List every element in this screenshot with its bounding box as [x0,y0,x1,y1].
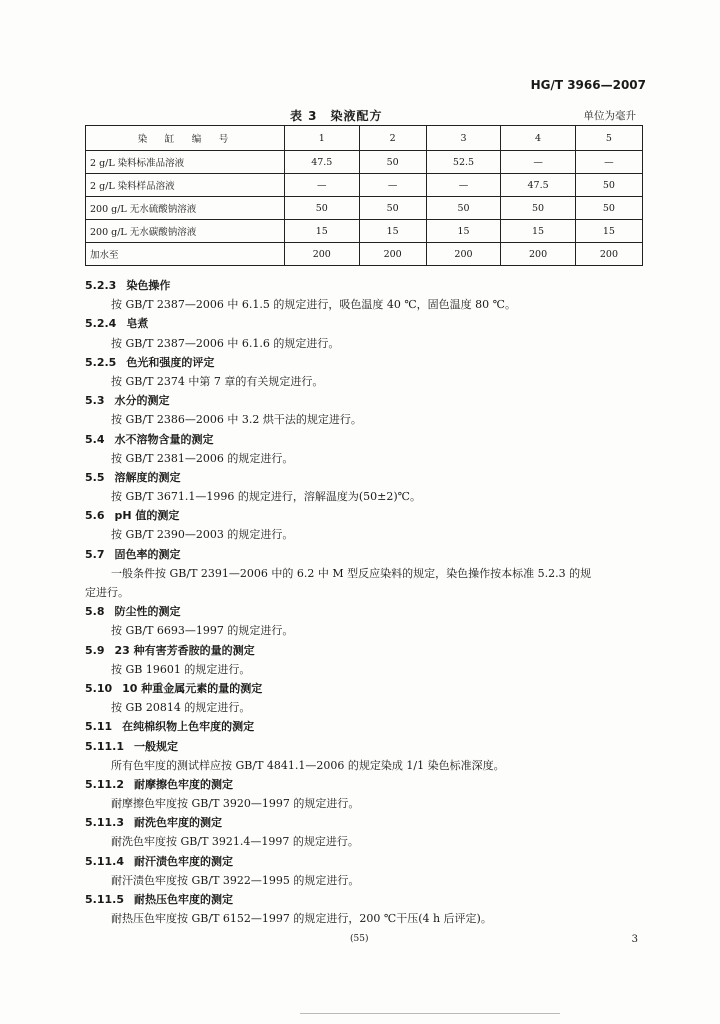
section-title: 10 种重金属元素的量的测定 [122,681,263,695]
table-cell: 15 [359,220,426,243]
table-cell: 200 [359,243,426,266]
table-cell: 50 [575,197,642,220]
paragraph: 按 GB/T 2374 中第 7 章的有关规定进行。 [111,374,324,388]
table-cell: — [501,151,576,174]
section-title: 在纯棉织物上色牢度的测定 [122,720,255,734]
row-label: 200 g/L 无水碳酸钠溶液 [86,220,285,243]
paragraph: 按 GB 19601 的规定进行。 [111,662,251,676]
column-header: 染 缸 编 号 [86,126,285,151]
section-number: 5.2.5 [85,355,117,369]
section-heading [85,314,647,333]
paragraph: 耐摩擦色牢度按 GB/T 3920—1997 的规定进行。 [111,797,360,811]
section-heading [85,353,647,372]
section-heading [85,506,647,525]
table-unit: 单位为毫升 [583,110,636,122]
section-number: 5.11.2 [85,777,124,791]
section-number: 5.6 [85,509,105,523]
table-cell: 50 [426,197,501,220]
paragraph: 所有色牢度的测试样应按 GB/T 4841.1—2006 的规定染成 1/1 染色标准深度。 [111,758,505,772]
section-title: pH 值的测定 [114,509,180,523]
column-header: 5 [575,126,642,151]
section-heading [85,276,647,295]
table-title: 表 3 染液配方 [290,109,383,123]
section-heading [85,545,647,564]
standard-code: HG/T 3966—2007 [530,78,646,92]
paragraph: 耐汗渍色牢度按 GB/T 3922—1995 的规定进行。 [111,873,360,887]
section-title: 色光和强度的评定 [126,355,215,369]
paragraph: 耐洗色牢度按 GB/T 3921.4—1997 的规定进行。 [111,835,359,849]
paragraph: 按 GB/T 2390—2003 的规定进行。 [111,528,294,542]
section-number: 5.11.1 [85,739,124,753]
section-heading [85,391,647,410]
section-number: 5.7 [85,547,105,561]
table-cell: 52.5 [426,151,501,174]
section-heading [85,813,647,832]
section-number: 5.2.4 [85,317,117,331]
section-number: 5.2.3 [85,279,117,292]
column-header: 1 [285,126,360,151]
paragraph: 按 GB/T 2387—2006 中 6.1.5 的规定进行，吸色温度 40 ℃，固色温度 80 ℃。 [111,298,516,312]
table-cell: 15 [285,220,360,243]
paragraph: 按 GB/T 6693—1997 的规定进行。 [111,624,294,638]
column-header: 2 [359,126,426,151]
paragraph: 按 GB/T 2381—2006 的规定进行。 [111,451,294,465]
table-cell: 47.5 [285,151,360,174]
section-title: 防尘性的测定 [114,605,181,619]
table-row [86,243,643,266]
table-cell: 15 [575,220,642,243]
table-cell: 15 [501,220,576,243]
table-cell: 200 [285,243,360,266]
table-cell: 200 [501,243,576,266]
table-row [86,174,643,197]
paragraph: 按 GB/T 3671.1—1996 的规定进行，溶解温度为(50±2)℃。 [111,490,421,504]
page-number: 3 [631,934,638,945]
section-heading [85,890,647,909]
paragraph: 按 GB/T 2387—2006 中 6.1.6 的规定进行。 [111,336,340,350]
column-header: 4 [501,126,576,151]
table-cell: 15 [426,220,501,243]
table-cell: 200 [575,243,642,266]
dye-recipe-table [85,125,643,266]
section-heading [85,679,647,698]
table-cell: 50 [359,197,426,220]
section-title: 耐摩擦色牢度的测定 [133,777,233,791]
table-cell: 47.5 [501,174,576,197]
paragraph: 按 GB/T 2386—2006 中 3.2 烘干法的规定进行。 [111,413,362,427]
section-number: 5.10 [85,681,113,695]
section-heading [85,775,647,794]
row-label: 2 g/L 染料样品溶液 [86,174,285,197]
section-heading [85,468,647,487]
section-heading [85,852,647,871]
row-label: 2 g/L 染料标准品溶液 [86,151,285,174]
section-title: 固色率的测定 [114,547,181,561]
section-title: 皂煮 [126,317,149,331]
section-title: 溶解度的测定 [114,470,181,484]
table-cell: — [285,174,360,197]
table-cell: 50 [501,197,576,220]
column-header: 3 [426,126,501,151]
section-number: 5.3 [85,394,105,408]
table-row [86,220,643,243]
table-cell: 50 [575,174,642,197]
section-number: 5.8 [85,605,105,619]
table-cell: 50 [285,197,360,220]
document-body [85,276,647,928]
section-heading [85,641,647,660]
section-number: 5.4 [85,432,105,446]
section-number: 5.9 [85,643,105,657]
section-heading [85,717,647,736]
section-number: 5.11.5 [85,893,124,906]
section-heading [85,430,647,449]
table-cell: — [575,151,642,174]
section-heading [85,737,647,756]
section-title: 耐汗渍色牢度的测定 [133,854,233,868]
row-label: 200 g/L 无水硫酸钠溶液 [86,197,285,220]
section-number: 5.11.4 [85,854,124,868]
paragraph: 按 GB 20814 的规定进行。 [111,701,251,715]
section-title: 一般规定 [133,739,178,753]
table-row [86,151,643,174]
section-title: 水分的测定 [114,394,170,408]
table-cell: — [359,174,426,197]
table-cell: 200 [426,243,501,266]
paragraph: 一般条件按 GB/T 2391—2006 中的 6.2 中 M 型反应染料的规定，染色操作按本标准 5.2.3 的规 [111,566,592,580]
table-header-row [86,126,643,151]
section-title: 耐洗色牢度的测定 [133,816,222,830]
table-row [86,197,643,220]
section-number: 5.11 [85,720,113,734]
section-title: 染色操作 [126,279,171,292]
table-cell: 50 [359,151,426,174]
paragraph-continuation: 定进行。 [85,586,129,599]
section-title: 水不溶物含量的测定 [114,432,214,446]
section-number: 5.5 [85,470,105,484]
scan-edge-line [300,1013,560,1014]
section-title: 23 种有害芳香胺的量的测定 [114,643,255,657]
section-heading [85,602,647,621]
row-label: 加水至 [86,243,285,266]
inner-page-number: (55) [350,934,369,944]
section-title: 耐热压色牢度的测定 [133,893,233,906]
section-number: 5.11.3 [85,816,124,830]
paragraph: 耐热压色牢度按 GB/T 6152—1997 的规定进行，200 ℃干压(4 h 后评定)。 [111,912,492,926]
table-cell: — [426,174,501,197]
